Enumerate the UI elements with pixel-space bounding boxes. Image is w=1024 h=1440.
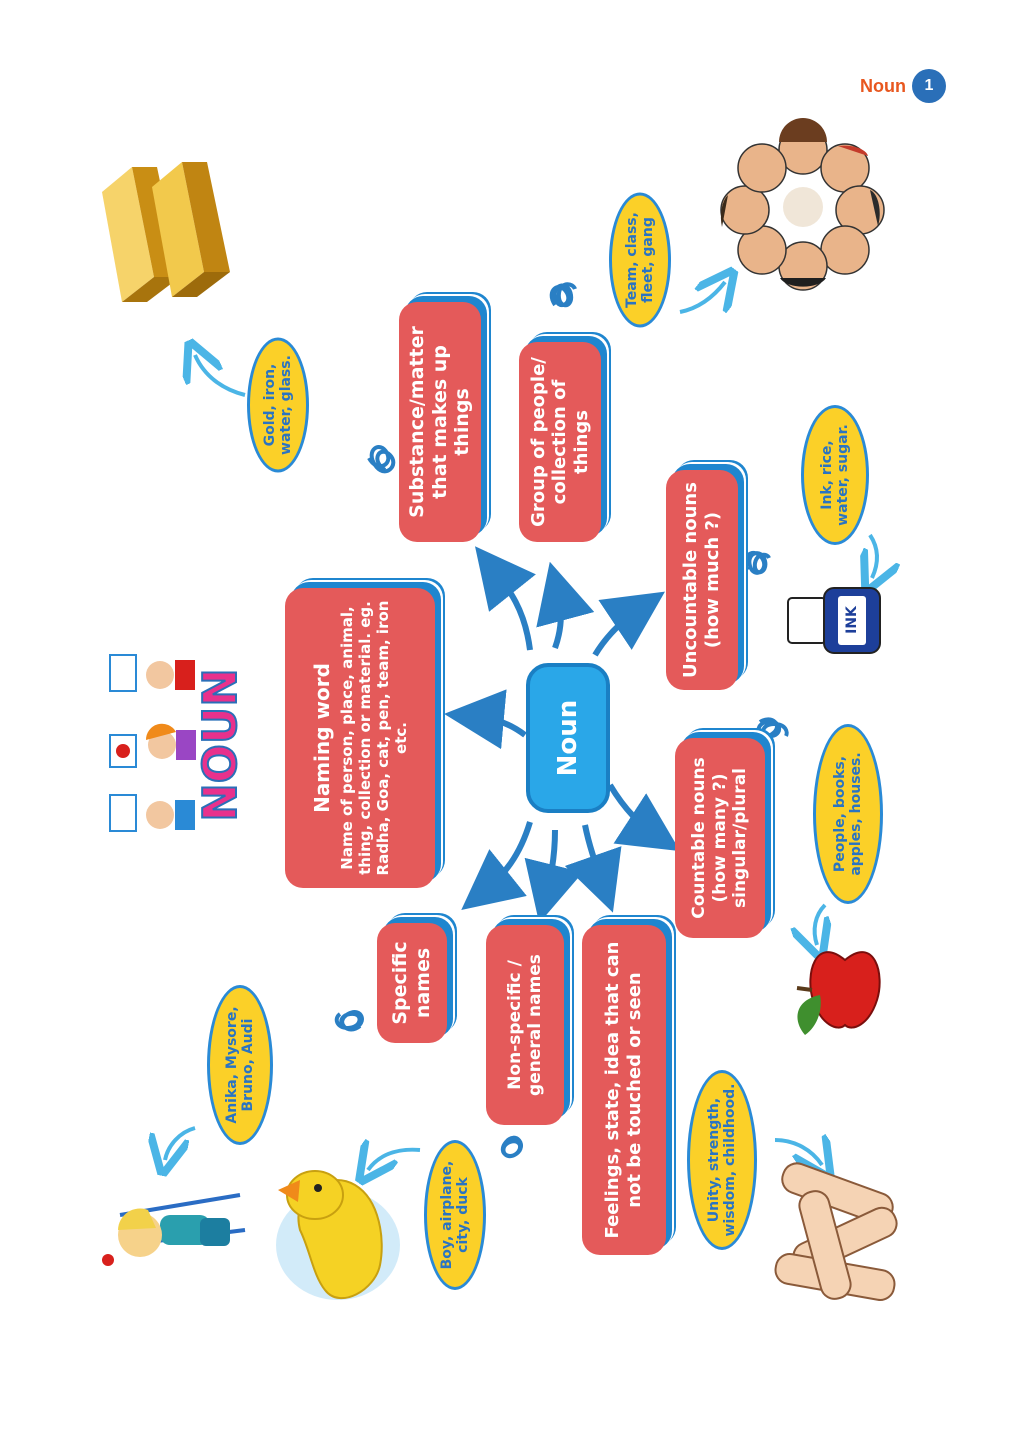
curl-countable bbox=[759, 719, 787, 736]
curl-collective bbox=[552, 284, 575, 305]
arrow-to-naming-word bbox=[468, 716, 525, 735]
skier-icon bbox=[102, 1195, 245, 1266]
example-common: Boy, airplane, city, duck bbox=[424, 1140, 486, 1290]
arrow-hands bbox=[775, 1140, 822, 1165]
ink-bottle-icon bbox=[788, 588, 880, 653]
box-proper-noun: Specific names bbox=[377, 923, 447, 1043]
box-naming-word bbox=[285, 588, 435, 888]
arrow-to-collective bbox=[555, 585, 561, 648]
page-title: Noun bbox=[860, 76, 906, 96]
arrow-skier bbox=[165, 1128, 195, 1160]
holding-hands-icon bbox=[773, 1159, 901, 1302]
arrow-to-uncountable bbox=[595, 605, 645, 655]
arrow-duck bbox=[368, 1150, 420, 1170]
curl-uncountable bbox=[745, 553, 769, 573]
arrow-to-countable bbox=[610, 785, 660, 838]
curl-proper bbox=[337, 1012, 362, 1029]
people-circle-icon bbox=[721, 118, 884, 290]
box-common-noun: Non-specific / general names bbox=[486, 925, 564, 1125]
box-countable-noun: Countable nouns (how many ?) singular/plural bbox=[675, 738, 765, 938]
ink-bottle-label: INK bbox=[844, 606, 860, 634]
box-material-noun: Substance/matter that makes up things bbox=[399, 302, 481, 542]
naming-word-title: Naming word bbox=[310, 663, 334, 813]
duck-icon bbox=[276, 1171, 400, 1300]
curl-material bbox=[369, 447, 393, 471]
page-number-badge: 1 bbox=[912, 69, 946, 103]
naming-word-text: Name of person, place, animal, thing, collection or material. eg. Radha, Goa, cat, pen, team, iron etc. bbox=[338, 600, 410, 876]
arrow-to-abstract bbox=[585, 825, 605, 890]
box-uncountable-noun: Uncountable nouns (how much ?) bbox=[666, 470, 738, 690]
arrow-apple bbox=[815, 905, 825, 945]
arrow-gold bbox=[195, 355, 245, 395]
example-material: Gold, iron, water, glass. bbox=[247, 338, 309, 473]
arrow-to-proper bbox=[480, 822, 530, 895]
example-uncountable: Ink, rice, water, sugar. bbox=[801, 405, 869, 545]
example-collective: Team, class, fleet, gang bbox=[609, 193, 671, 328]
arrow-ink bbox=[870, 535, 877, 578]
box-abstract-noun: Feelings, state, idea that can not be touched or seen bbox=[582, 925, 666, 1255]
box-collective-noun: Group of people/ collection of things bbox=[519, 342, 601, 542]
kids-noun-icon bbox=[110, 655, 196, 831]
arrow-to-common bbox=[545, 830, 555, 900]
noun-logo: NOUN bbox=[193, 668, 247, 822]
example-proper: Anika, Mysore, Bruno, Audi bbox=[207, 985, 273, 1145]
arrow-people bbox=[680, 282, 725, 312]
curl-common bbox=[503, 1138, 521, 1157]
example-countable: People, books, apples, houses. bbox=[813, 724, 883, 904]
arrow-to-material bbox=[490, 565, 530, 650]
center-node-noun: Noun bbox=[526, 663, 610, 813]
apple-icon bbox=[797, 952, 880, 1035]
example-abstract: Unity, strength, wisdom, childhood. bbox=[687, 1070, 757, 1250]
gold-bars-icon bbox=[102, 162, 230, 302]
